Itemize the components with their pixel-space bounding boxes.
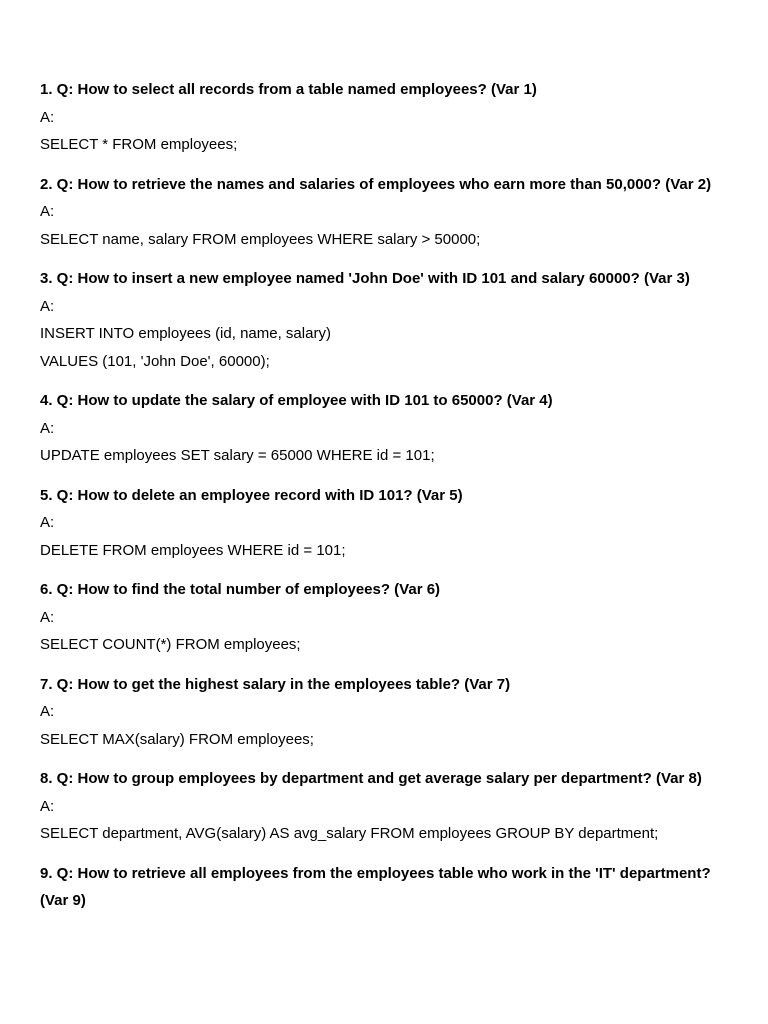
question-text: 1. Q: How to select all records from a table named employees? (Var 1) [40,81,537,98]
answer-code-line: SELECT department, AVG(salary) AS avg_salary FROM employees GROUP BY department; [40,825,659,842]
answer-label: A: [40,608,55,626]
qa-item-5 [40,482,740,565]
question-text: 3. Q: How to insert a new employee named 'John Doe' with ID 101 and salary 60000? (Var 3) [40,270,690,287]
answer-label: A: [40,514,55,531]
answer-label: A: [40,703,55,720]
answer-code-line: VALUES (101, 'John Doe', 60000); [40,352,270,370]
question-text: 9. Q: How to retrieve all employees from the employees table who work in the 'IT' department? (Var 9) [40,864,715,909]
qa-item-8 [40,765,740,848]
question-text: 4. Q: How to update the salary of employee with ID 101 to 65000? (Var 4) [40,392,553,409]
qa-item-1 [40,76,740,159]
question-text: 6. Q: How to find the total number of employees? (Var 6) [40,581,441,598]
qa-item-7 [40,671,740,754]
answer-code-line: SELECT name, salary FROM employees WHERE salary > 50000; [40,230,481,248]
answer-label: A: [40,108,55,126]
answer-label: A: [40,203,55,220]
answer-code-line: INSERT INTO employees (id, name, salary) [40,325,331,342]
answer-label: A: [40,797,55,815]
qa-item-2 [40,171,740,254]
answer-code-line: SELECT COUNT(*) FROM employees; [40,636,301,653]
qa-item-3 [40,265,740,375]
question-text: 7. Q: How to get the highest salary in the employees table? (Var 7) [40,675,511,693]
document-page [40,76,740,927]
answer-label: A: [40,419,55,437]
question-text: 2. Q: How to retrieve the names and salaries of employees who earn more than 50,000? (Var 2) [40,175,712,193]
answer-code-line: SELECT MAX(salary) FROM employees; [40,730,314,748]
answer-code-line: DELETE FROM employees WHERE id = 101; [40,541,346,559]
answer-code-line: UPDATE employees SET salary = 65000 WHERE id = 101; [40,447,435,464]
qa-item-4 [40,387,740,470]
answer-label: A: [40,297,55,315]
qa-item-9 [40,860,740,915]
question-text: 5. Q: How to delete an employee record with ID 101? (Var 5) [40,486,463,504]
answer-code-line: SELECT * FROM employees; [40,136,238,153]
qa-item-6 [40,576,740,659]
question-text: 8. Q: How to group employees by department and get average salary per department? (Var 8) [40,770,702,787]
